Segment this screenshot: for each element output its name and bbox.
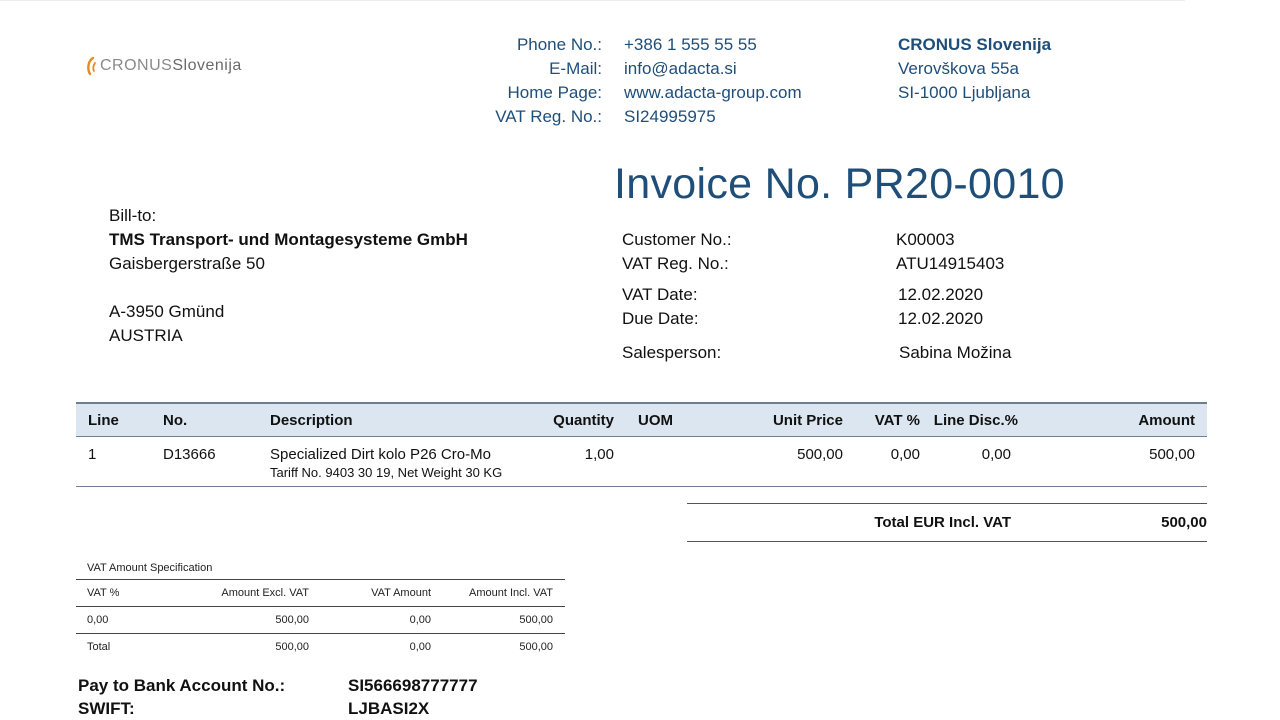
meta-label: Salesperson: [622,343,722,362]
contact-phone [460,33,840,57]
cell-line-disc: 0,00 [981,446,1011,463]
contact-label: Phone No.: [516,35,602,54]
bill-to-street: Gaisbergerstraße 50 [109,254,265,273]
col-unit-price: Unit Price [772,412,843,429]
meta-value: 12.02.2020 [898,309,984,328]
bank-swift [78,697,478,720]
contact-label: VAT Reg. No.: [495,107,602,126]
vat-spec-header [76,579,565,606]
col-vat-pct: VAT % [874,412,920,429]
contact-homepage [460,81,840,105]
meta-salesperson [622,341,1011,365]
vat-specification [76,557,565,660]
vat-col-pct: VAT % [87,587,120,599]
cell-vat-pct: 0,00 [890,446,920,463]
meta-label: Due Date: [622,309,699,328]
meta-value: ATU14915403 [896,254,1005,273]
vat-col-vat: VAT Amount [371,587,431,599]
vat-total-incl: 500,00 [519,641,553,653]
bill-to-country: AUSTRIA [109,326,183,345]
vat-cell-incl: 500,00 [519,614,553,626]
table-row [76,606,565,633]
vat-spec-total-row [76,633,565,660]
bank-account [78,674,478,697]
contact-value: www.adacta-group.com [624,83,802,102]
bill-to-name: TMS Transport- und Montagesysteme GmbH [109,230,468,249]
company-city: SI-1000 Ljubljana [898,83,1031,102]
meta-label: VAT Reg. No.: [622,254,729,273]
col-uom: UOM [638,412,673,429]
vat-cell-vat: 0,00 [409,614,431,626]
invoice-total [687,503,1207,542]
vat-cell-pct: 0,00 [87,614,109,626]
top-rule [0,0,1185,1]
meta-value: K00003 [896,230,955,249]
company-name: CRONUS Slovenija [898,35,1052,54]
meta-value: Sabina Možina [899,343,1012,362]
cell-quantity: 1,00 [584,446,614,463]
meta-label: VAT Date: [622,285,698,304]
vat-cell-excl: 500,00 [275,614,309,626]
vat-col-incl: Amount Incl. VAT [469,587,553,599]
cell-unit-price: 500,00 [797,446,843,463]
col-quantity: Quantity [553,412,614,429]
col-description: Description [270,412,353,429]
contact-value: SI24995975 [624,107,716,126]
vat-total-label: Total [87,641,111,653]
col-amount: Amount [1138,412,1195,429]
company-address [898,33,1148,105]
vat-col-excl: Amount Excl. VAT [221,587,309,599]
bill-to-block [109,204,468,348]
vat-total-excl: 500,00 [275,641,309,653]
contact-email [460,57,840,81]
cell-amount: 500,00 [1149,446,1195,463]
col-line: Line [88,412,119,429]
vat-total-vat: 0,00 [409,641,431,653]
cell-description: Specialized Dirt kolo P26 Cro-Mo [270,446,491,463]
lines-table-header [76,402,1207,437]
bill-to-city: A-3950 Gmünd [109,302,225,321]
meta-value: 12.02.2020 [898,285,984,304]
contact-label: E-Mail: [549,59,602,78]
contact-value: +386 1 555 55 55 [624,35,757,54]
vat-spec-caption: VAT Amount Specification [87,562,213,574]
cell-detail: Tariff No. 9403 30 19, Net Weight 30 KG [270,465,503,480]
bank-account-value: SI566698777777 [348,676,478,695]
total-label: Total EUR Incl. VAT [874,514,1011,531]
contact-value: info@adacta.si [624,59,737,78]
logo-suffix: Slovenija [172,57,242,74]
bank-swift-label: SWIFT: [78,699,135,718]
company-logo [84,55,242,77]
bank-account-label: Pay to Bank Account No.: [78,676,286,695]
bank-swift-value: LJBASI2X [348,699,430,718]
col-line-disc: Line Disc.% [933,412,1018,429]
bill-to-label: Bill-to: [109,206,157,225]
contact-label: Home Page: [507,83,602,102]
total-value: 500,00 [1161,514,1207,531]
contact-vat [460,105,840,129]
meta-vat-date [622,283,1011,307]
meta-vat-reg [622,252,1011,276]
logo-mark-icon [84,56,98,76]
contact-block [460,33,840,129]
company-street: Verovškova 55a [898,59,1019,78]
table-row [76,436,1207,487]
cell-no: D13666 [163,446,216,463]
meta-customer-no [622,228,1011,252]
meta-label: Customer No.: [622,230,732,249]
bank-details [78,674,478,720]
cell-line: 1 [88,446,97,463]
meta-due-date [622,307,1011,331]
col-no: No. [163,412,188,429]
logo-prefix: CRONUS [100,57,173,74]
invoice-title: Invoice No. PR20-0010 [614,160,1065,208]
invoice-meta [622,228,1011,365]
